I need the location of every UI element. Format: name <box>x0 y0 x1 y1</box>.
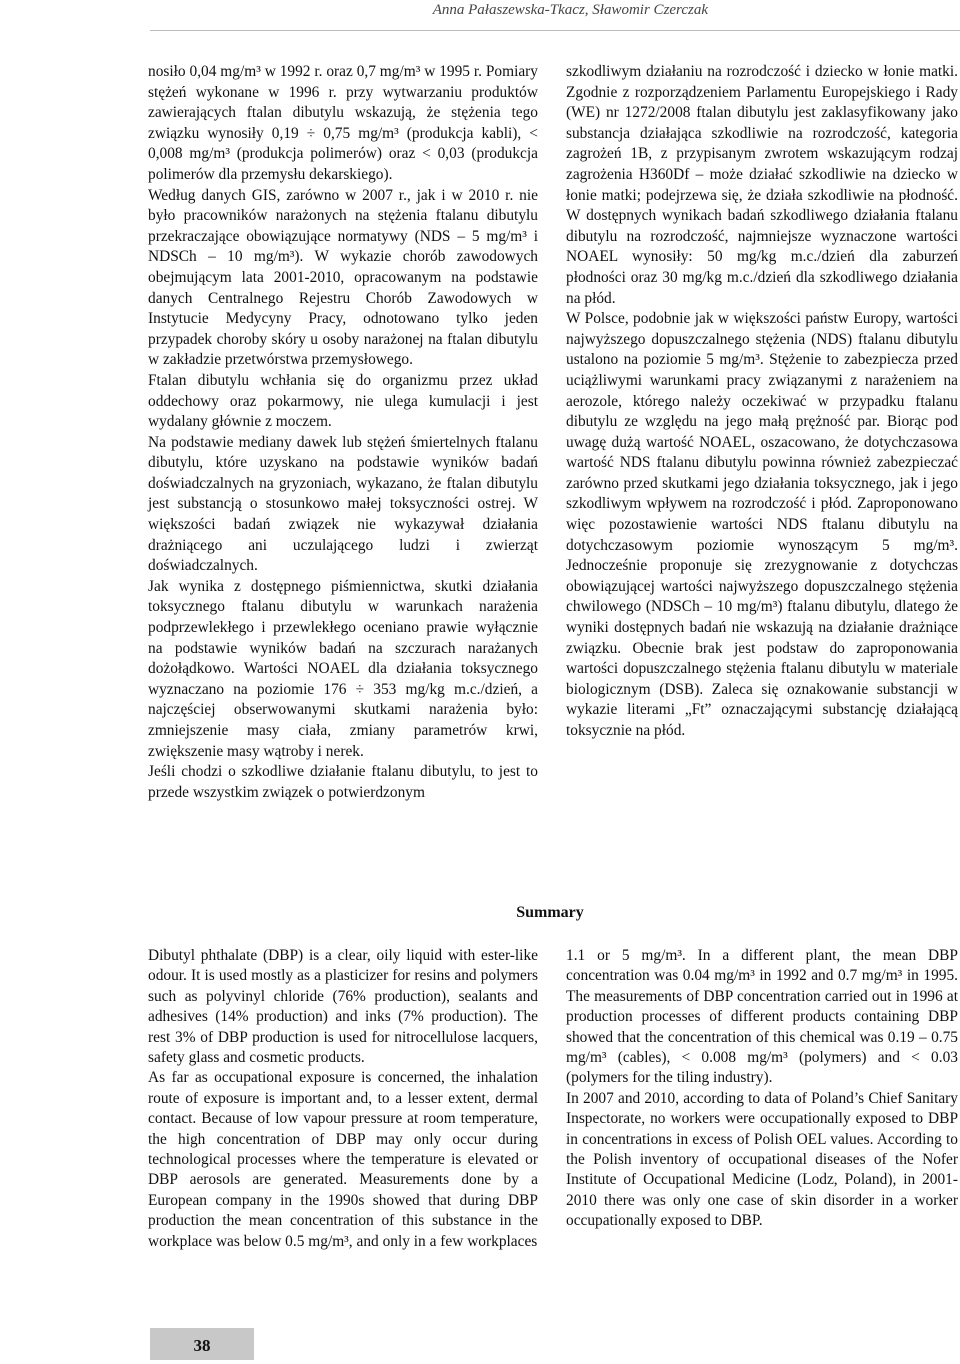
left-text-column <box>148 62 538 803</box>
summary-right-column <box>566 946 958 1232</box>
paragraph: Dibutyl phthalate (DBP) is a clear, oily liquid with ester-like odour. It is used mostly as a plasticizer for resins and polymers such as polyvinyl chloride (76% production), sealants and adhesives (14% production) and inks (7% production). The rest 3% of DBP production is used for nitrocellulose lacquers, safety glass and cosmetic products. <box>148 947 538 1067</box>
header-rule <box>150 30 960 31</box>
summary-heading: Summary <box>516 904 584 921</box>
paragraph: 1.1 or 5 mg/m³. In a different plant, the mean DBP concentration was 0.04 mg/m³ in 1992 and 0.7 mg/m³ in 1995. The measurements of DBP concentration carried out in 1996 at production processes of different products containing DBP showed that the concentration of this chemical was 0.19 – 0.75 mg/m³ (cables), < 0.008 mg/m³ (polymers) and < 0.03 (polymers for the tiling industry). <box>566 947 958 1087</box>
paragraph: Według danych GIS, zarówno w 2007 r., jak i w 2010 r. nie było pracowników narażonych na stężenia ftalanu dibutylu przekraczające obowiązujące normatywy (NDS – 5 mg/m³ i NDSCh – 10 mg/m³). W wykazie chorób zawodowych obejmującym lata 2001-2010, opracowanym na podstawie danych Centralnego Rejestru Chorób Zawodowych w Instytucie Medycyny Pracy, odnotowano tylko jeden przypadek choroby skóry u osoby narażonej na ftalan dibutylu w zakładzie przetwórstwa przemysłowego. <box>148 186 538 369</box>
page-number: 38 <box>150 1328 254 1360</box>
paragraph: Na podstawie mediany dawek lub stężeń śmiertelnych ftalanu dibutylu, które uzyskano na podstawie wyników badań doświadczalnych na gryzoniach, wykazano, że ftalan dibutylu jest substancją o stosunkowo małej toksyczności ostrej. W większości badań związek nie wykazywał działania drażniącego ani uczulającego ludzi i zwierząt doświadczalnych. <box>148 433 538 575</box>
running-header-authors: Anna Pałaszewska-Tkacz, Sławomir Czerczak <box>432 2 708 18</box>
right-text-column <box>566 62 958 742</box>
summary-left-column <box>148 946 538 1252</box>
paragraph: Ftalan dibutylu wchłania się do organizmu przez układ oddechowy oraz pokarmowy, nie ulega kumulacji i jest wydalany głównie z moczem. <box>148 371 538 431</box>
paragraph: szkodliwym działaniu na rozrodczość i dziecko w łonie matki. Zgodnie z rozporządzeniem Parlamentu Europejskiego i Rady (WE) nr 1272/2008 ftalan dibutylu jest zaklasyfikowany jako substancja działająca szkodliwie na rozrodczość, kategoria zagrożeń 1B, z przypisanym zwrotem wskazującym rodzaj zagrożenia H360Df – może działać szkodliwie na dziecko w łonie matki; podejrzewa się, że działa szkodliwie na płodność. W dostępnych wynikach badań szkodliwego działania ftalanu dibutylu na rozrodczość, najmniejsze wyznaczone wartości NOAEL wynosiły: 50 mg/kg m.c./dzień dla zaburzeń płodności oraz 30 mg/kg m.c./dzień dla szkodliwego działania na płód. <box>566 63 958 307</box>
paragraph: Jeśli chodzi o szkodliwe działanie ftalanu dibutylu, to jest to przede wszystkim związek o potwierdzonym <box>148 763 538 801</box>
paragraph: W Polsce, podobnie jak w większości państw Europy, wartości najwyższego dopuszczalnego stężenia (NDS) ftalanu dibutylu ustalono na poziomie 5 mg/m³. Stężenie to zabezpiecza przed uciążliwymi warunkami pracy związanymi z narażeniem na aerozole, którego należy oczekiwać w przypadku ftalanu dibutylu ze względu na jego małą prężność par. Biorąc pod uwagę dużą wartość NOAEL, oszacowano, że dotychczasowa wartość NDS ftalanu dibutylu powinna również zabezpieczać zarówno przed skutkami jego działania toksycznego, jak i jego szkodliwym wpływem na rozrodczość i płód. Zaproponowano więc pozostawienie wartości NDS ftalanu dibutylu na dotychczasowym poziomie wynoszącym 5 mg/m³. Jednocześnie proponuje się zrezygnowanie z dotychczas obowiązującej wartości najwyższego dopuszczalnego stężenia chwilowego (NDSCh – 10 mg/m³) ftalanu dibutylu, dlatego że wyniki dostępnych badań nie wskazują na działanie drażniące związku. Obecnie brak jest podstaw do zaproponowania wartości dopuszczalnego stężenia ftalanu dibutylu w materiale biologicznym (DSB). Zaleca się oznakowanie substancji w wykazie literami „Ft” oznaczającymi substancję działającą toksycznie na płód. <box>566 310 958 739</box>
paragraph: Jak wynika z dostępnego piśmiennictwa, skutki działania toksycznego ftalanu dibutylu w warunkach narażenia podprzewlekłego i przewlekłego oceniano prawie wyłącznie na podstawie wyników badań na szczurach narażanych dożołądkowo. Wartości NOAEL dla działania toksycznego wyznaczano na poziomie 176 ÷ 353 mg/kg m.c./dzień, a najczęściej obserwowanymi skutkami narażenia było: zmniejszenie masy ciała, zmiany parametrów krwi, zwiększenie masy wątroby i nerek. <box>148 577 538 760</box>
paragraph: In 2007 and 2010, according to data of Poland’s Chief Sanitary Inspectorate, no workers were occupationally exposed to DBP in concentrations in excess of Polish OEL values. According to the Polish inventory of occupational diseases of the Nofer Institute of Occupational Medicine (Lodz, Poland), in 2001-2010 there was only one case of skin disorder in a worker occupationally exposed to DBP. <box>566 1089 958 1230</box>
paragraph: nosiło 0,04 mg/m³ w 1992 r. oraz 0,7 mg/m³ w 1995 r. Pomiary stężeń wykonane w 1996 r. przy wytwarzaniu produktów zawierających ftalan dibutylu wskazują, że stężenia tego związku wynosiły 0,19 ÷ 0,75 mg/m³ (produkcja kabli), < 0,008 mg/m³ (produkcja polimerów) oraz < 0,03 (produkcja polimerów dla przemysłu dekarskiego). <box>148 63 538 183</box>
paragraph: As far as occupational exposure is concerned, the inhalation route of exposure is important and, to a lesser extent, dermal contact. Because of low vapour pressure at room temperature, the high concentration of DBP may only occur during technological processes where the temperature is elevated or DBP aerosols are generated. Measurements done by a European company in the 1990s showed that during DBP production the mean concentration of this substance in the workplace was below 0.5 mg/m³, and only in a few workplaces <box>148 1069 538 1250</box>
